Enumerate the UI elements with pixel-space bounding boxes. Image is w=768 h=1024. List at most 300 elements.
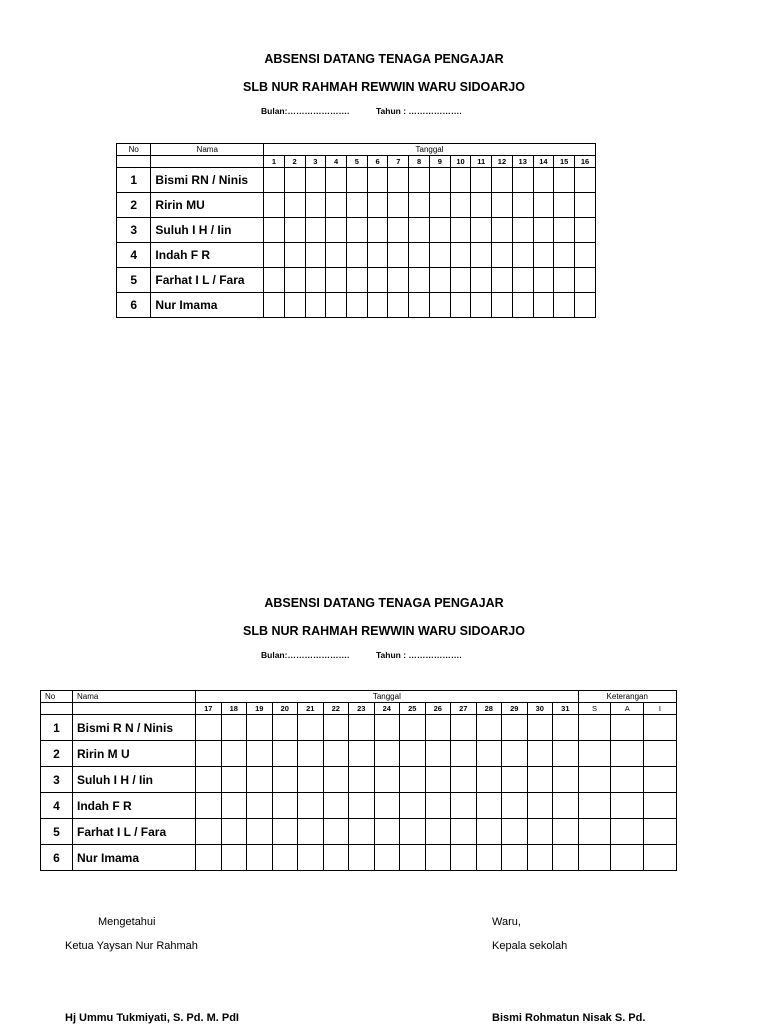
attendance-cell [429, 218, 450, 243]
table-row [41, 741, 677, 767]
attendance-cell [502, 741, 528, 767]
attendance-cell [326, 293, 347, 318]
empty-cell [41, 703, 73, 715]
date-cell: 5 [346, 156, 367, 168]
attendance-cell [554, 168, 575, 193]
attendance-cell [533, 243, 554, 268]
row-number: 3 [117, 218, 151, 243]
attendance-cell [409, 293, 430, 318]
attendance-cell [492, 268, 513, 293]
attendance-cell [512, 243, 533, 268]
attendance-cell [264, 193, 285, 218]
attendance-cell [554, 193, 575, 218]
attendance-cell [400, 767, 426, 793]
attendance-cell [476, 767, 502, 793]
attendance-cell [451, 793, 477, 819]
attendance-cell [388, 268, 409, 293]
attendance-cell [409, 193, 430, 218]
teacher-name: Ririn M U [73, 741, 196, 767]
attendance-cell [388, 293, 409, 318]
attendance-cell [388, 168, 409, 193]
attendance-cell [196, 793, 222, 819]
attendance-cell [272, 741, 298, 767]
table-row [41, 767, 677, 793]
attendance-cell [409, 268, 430, 293]
attendance-cell [471, 193, 492, 218]
date-cell: 3 [305, 156, 326, 168]
keterangan-cell [578, 819, 611, 845]
attendance-cell [502, 793, 528, 819]
attendance-cell [429, 293, 450, 318]
row-number: 2 [41, 741, 73, 767]
attendance-cell [409, 218, 430, 243]
empty-cell [151, 156, 264, 168]
keterangan-cell [644, 715, 677, 741]
keterangan-cell [611, 767, 644, 793]
attendance-cell [367, 268, 388, 293]
keterangan-cell [578, 741, 611, 767]
attendance-cell [476, 715, 502, 741]
attendance-cell [400, 741, 426, 767]
attendance-cell [476, 741, 502, 767]
attendance-cell [272, 793, 298, 819]
attendance-cell [451, 715, 477, 741]
date-cell: 20 [272, 703, 298, 715]
row-number: 2 [117, 193, 151, 218]
keterangan-code: A [611, 703, 644, 715]
attendance-cell [323, 819, 349, 845]
sheet1-bulan: Bulan:…………………. [261, 106, 350, 116]
header-tanggal: Tanggal [264, 144, 596, 156]
attendance-cell [326, 193, 347, 218]
header-keterangan: Keterangan [578, 691, 676, 703]
date-cell: 31 [553, 703, 579, 715]
attendance-cell [476, 819, 502, 845]
attendance-cell [247, 715, 273, 741]
attendance-cell [429, 168, 450, 193]
keterangan-cell [578, 767, 611, 793]
table-row [41, 819, 677, 845]
attendance-cell [247, 819, 273, 845]
attendance-cell [374, 793, 400, 819]
date-cell: 28 [476, 703, 502, 715]
date-cell: 4 [326, 156, 347, 168]
attendance-cell [575, 168, 596, 193]
attendance-cell [553, 741, 579, 767]
date-cell: 10 [450, 156, 471, 168]
attendance-cell [326, 243, 347, 268]
date-cell: 17 [196, 703, 222, 715]
right-sign-role: Kepala sekolah [492, 940, 568, 952]
attendance-cell [471, 293, 492, 318]
attendance-cell [323, 741, 349, 767]
sheet1-tahun: Tahun : ………………. [376, 106, 462, 116]
attendance-cell [400, 715, 426, 741]
attendance-cell [388, 218, 409, 243]
attendance-table-2 [40, 690, 677, 871]
attendance-cell [492, 218, 513, 243]
teacher-name: Suluh I H / Iin [73, 767, 196, 793]
sheet2-bulan: Bulan:…………………. [261, 650, 350, 660]
table-row [41, 715, 677, 741]
attendance-cell [264, 268, 285, 293]
attendance-cell [533, 193, 554, 218]
attendance-cell [264, 168, 285, 193]
header-row [41, 691, 677, 703]
attendance-cell [264, 243, 285, 268]
attendance-cell [492, 168, 513, 193]
attendance-cell [451, 819, 477, 845]
sheet2-tahun: Tahun : ………………. [376, 650, 462, 660]
attendance-cell [349, 715, 375, 741]
attendance-cell [272, 767, 298, 793]
attendance-cell [553, 767, 579, 793]
date-cell: 15 [554, 156, 575, 168]
attendance-cell [272, 819, 298, 845]
header-nama: Nama [151, 144, 264, 156]
attendance-cell [527, 819, 553, 845]
attendance-cell [284, 218, 305, 243]
left-sign-role: Ketua Yaysan Nur Rahmah [65, 940, 198, 952]
empty-cell [117, 156, 151, 168]
attendance-cell [349, 819, 375, 845]
date-cell: 11 [471, 156, 492, 168]
attendance-cell [284, 268, 305, 293]
attendance-cell [451, 845, 477, 871]
attendance-cell [409, 243, 430, 268]
attendance-cell [425, 819, 451, 845]
sheet1-title: ABSENSI DATANG TENAGA PENGAJAR [264, 52, 504, 66]
attendance-cell [451, 741, 477, 767]
teacher-name: Farhat I L / Fara [151, 268, 264, 293]
keterangan-cell [644, 845, 677, 871]
teacher-name: Nur Imama [151, 293, 264, 318]
date-cell: 14 [533, 156, 554, 168]
attendance-cell [346, 268, 367, 293]
attendance-cell [264, 293, 285, 318]
teacher-name: Farhat I L / Fara [73, 819, 196, 845]
teacher-name: Nur Imama [73, 845, 196, 871]
attendance-cell [221, 767, 247, 793]
attendance-cell [575, 243, 596, 268]
attendance-cell [512, 218, 533, 243]
attendance-cell [533, 218, 554, 243]
teacher-name: Suluh I H / Iin [151, 218, 264, 243]
keterangan-cell [611, 741, 644, 767]
right-sign-name: Bismi Rohmatun Nisak S. Pd. [492, 1012, 646, 1024]
attendance-cell [349, 793, 375, 819]
attendance-cell [554, 268, 575, 293]
attendance-cell [554, 293, 575, 318]
attendance-cell [305, 243, 326, 268]
attendance-cell [502, 715, 528, 741]
attendance-cell [346, 193, 367, 218]
attendance-cell [272, 715, 298, 741]
keterangan-cell [611, 715, 644, 741]
keterangan-cell [611, 793, 644, 819]
attendance-cell [346, 168, 367, 193]
date-cell: 6 [367, 156, 388, 168]
attendance-cell [221, 793, 247, 819]
attendance-cell [575, 268, 596, 293]
date-cell: 18 [221, 703, 247, 715]
attendance-cell [451, 767, 477, 793]
attendance-cell [527, 793, 553, 819]
date-cell: 24 [374, 703, 400, 715]
teacher-name: Ririn MU [151, 193, 264, 218]
date-cell: 22 [323, 703, 349, 715]
attendance-cell [425, 741, 451, 767]
attendance-cell [305, 168, 326, 193]
attendance-cell [575, 193, 596, 218]
date-cell: 23 [349, 703, 375, 715]
attendance-cell [471, 268, 492, 293]
attendance-cell [284, 243, 305, 268]
attendance-cell [492, 243, 513, 268]
attendance-cell [196, 845, 222, 871]
attendance-cell [298, 715, 324, 741]
table-row [117, 268, 596, 293]
attendance-cell [471, 168, 492, 193]
keterangan-cell [611, 845, 644, 871]
keterangan-cell [644, 767, 677, 793]
attendance-cell [346, 218, 367, 243]
row-number: 5 [41, 819, 73, 845]
keterangan-code: S [578, 703, 611, 715]
attendance-cell [471, 243, 492, 268]
date-cell: 21 [298, 703, 324, 715]
date-cell: 8 [409, 156, 430, 168]
attendance-cell [374, 845, 400, 871]
row-number: 4 [117, 243, 151, 268]
row-number: 1 [117, 168, 151, 193]
row-number: 6 [117, 293, 151, 318]
attendance-cell [553, 715, 579, 741]
header-row [117, 144, 596, 156]
attendance-cell [196, 767, 222, 793]
row-number: 5 [117, 268, 151, 293]
teacher-name: Bismi R N / Ninis [73, 715, 196, 741]
date-cell: 25 [400, 703, 426, 715]
attendance-cell [425, 845, 451, 871]
date-cell: 29 [502, 703, 528, 715]
attendance-cell [471, 218, 492, 243]
attendance-cell [346, 243, 367, 268]
attendance-cell [527, 741, 553, 767]
left-sign-heading: Mengetahui [98, 916, 156, 928]
attendance-cell [221, 715, 247, 741]
date-cell: 12 [492, 156, 513, 168]
table-row [117, 243, 596, 268]
sheet2-title: ABSENSI DATANG TENAGA PENGAJAR [264, 596, 504, 610]
attendance-cell [247, 845, 273, 871]
keterangan-code: I [644, 703, 677, 715]
attendance-cell [425, 793, 451, 819]
attendance-cell [196, 819, 222, 845]
attendance-cell [349, 741, 375, 767]
date-row [41, 703, 677, 715]
attendance-cell [374, 741, 400, 767]
left-sign-name: Hj Ummu Tukmiyati, S. Pd. M. PdI [65, 1012, 239, 1024]
table-row [117, 193, 596, 218]
row-number: 1 [41, 715, 73, 741]
attendance-cell [264, 218, 285, 243]
attendance-cell [388, 193, 409, 218]
table-row [41, 793, 677, 819]
date-cell: 27 [451, 703, 477, 715]
attendance-cell [554, 218, 575, 243]
attendance-cell [349, 845, 375, 871]
attendance-cell [476, 793, 502, 819]
attendance-cell [367, 193, 388, 218]
attendance-cell [298, 793, 324, 819]
attendance-cell [512, 268, 533, 293]
attendance-cell [272, 845, 298, 871]
attendance-cell [512, 293, 533, 318]
attendance-cell [533, 293, 554, 318]
date-cell: 9 [429, 156, 450, 168]
attendance-cell [450, 243, 471, 268]
attendance-cell [374, 715, 400, 741]
attendance-cell [527, 845, 553, 871]
teacher-name: Bismi RN / Ninis [151, 168, 264, 193]
attendance-cell [533, 268, 554, 293]
attendance-cell [425, 767, 451, 793]
attendance-cell [247, 793, 273, 819]
header-tanggal: Tanggal [196, 691, 579, 703]
keterangan-cell [644, 741, 677, 767]
attendance-cell [196, 715, 222, 741]
keterangan-cell [644, 793, 677, 819]
date-cell: 13 [512, 156, 533, 168]
attendance-cell [553, 793, 579, 819]
attendance-cell [554, 243, 575, 268]
attendance-cell [429, 193, 450, 218]
attendance-cell [367, 168, 388, 193]
attendance-cell [247, 767, 273, 793]
attendance-cell [553, 819, 579, 845]
attendance-cell [512, 168, 533, 193]
attendance-cell [323, 715, 349, 741]
date-cell: 7 [388, 156, 409, 168]
attendance-cell [221, 845, 247, 871]
date-cell: 26 [425, 703, 451, 715]
attendance-cell [298, 741, 324, 767]
attendance-cell [450, 218, 471, 243]
date-cell: 2 [284, 156, 305, 168]
date-row [117, 156, 596, 168]
attendance-cell [429, 243, 450, 268]
attendance-cell [450, 293, 471, 318]
attendance-cell [374, 819, 400, 845]
attendance-cell [533, 168, 554, 193]
attendance-cell [527, 767, 553, 793]
attendance-cell [388, 243, 409, 268]
attendance-cell [450, 268, 471, 293]
sheet1-subtitle: SLB NUR RAHMAH REWWIN WARU SIDOARJO [243, 80, 525, 94]
attendance-cell [367, 293, 388, 318]
attendance-cell [553, 845, 579, 871]
table-row [117, 218, 596, 243]
attendance-cell [527, 715, 553, 741]
attendance-cell [323, 845, 349, 871]
table-row [41, 845, 677, 871]
attendance-cell [425, 715, 451, 741]
attendance-cell [450, 193, 471, 218]
attendance-cell [349, 767, 375, 793]
date-cell: 19 [247, 703, 273, 715]
attendance-cell [323, 767, 349, 793]
table-row [117, 168, 596, 193]
date-cell: 30 [527, 703, 553, 715]
attendance-cell [298, 845, 324, 871]
keterangan-cell [611, 819, 644, 845]
attendance-cell [575, 293, 596, 318]
keterangan-cell [578, 793, 611, 819]
attendance-cell [400, 793, 426, 819]
attendance-cell [502, 767, 528, 793]
attendance-cell [492, 193, 513, 218]
attendance-cell [305, 193, 326, 218]
attendance-cell [323, 793, 349, 819]
attendance-cell [298, 819, 324, 845]
attendance-cell [575, 218, 596, 243]
attendance-cell [476, 845, 502, 871]
attendance-cell [326, 168, 347, 193]
attendance-cell [502, 845, 528, 871]
attendance-cell [502, 819, 528, 845]
row-number: 4 [41, 793, 73, 819]
attendance-cell [400, 819, 426, 845]
row-number: 3 [41, 767, 73, 793]
header-no: No [117, 144, 151, 156]
attendance-cell [284, 168, 305, 193]
attendance-cell [400, 845, 426, 871]
attendance-cell [409, 168, 430, 193]
attendance-cell [284, 293, 305, 318]
attendance-cell [221, 819, 247, 845]
attendance-cell [450, 168, 471, 193]
attendance-cell [305, 218, 326, 243]
attendance-cell [298, 767, 324, 793]
attendance-cell [196, 741, 222, 767]
attendance-cell [305, 268, 326, 293]
attendance-cell [367, 218, 388, 243]
attendance-cell [284, 193, 305, 218]
attendance-cell [367, 243, 388, 268]
row-number: 6 [41, 845, 73, 871]
keterangan-cell [578, 845, 611, 871]
right-sign-heading: Waru, [492, 916, 521, 928]
empty-cell [73, 703, 196, 715]
attendance-cell [429, 268, 450, 293]
attendance-cell [221, 741, 247, 767]
attendance-cell [492, 293, 513, 318]
attendance-cell [512, 193, 533, 218]
attendance-cell [374, 767, 400, 793]
header-nama: Nama [73, 691, 196, 703]
keterangan-cell [644, 819, 677, 845]
date-cell: 1 [264, 156, 285, 168]
attendance-table-1 [116, 143, 596, 318]
attendance-cell [305, 293, 326, 318]
table-row [117, 293, 596, 318]
attendance-cell [326, 218, 347, 243]
date-cell: 16 [575, 156, 596, 168]
attendance-cell [326, 268, 347, 293]
sheet2-subtitle: SLB NUR RAHMAH REWWIN WARU SIDOARJO [243, 624, 525, 638]
teacher-name: Indah F R [73, 793, 196, 819]
